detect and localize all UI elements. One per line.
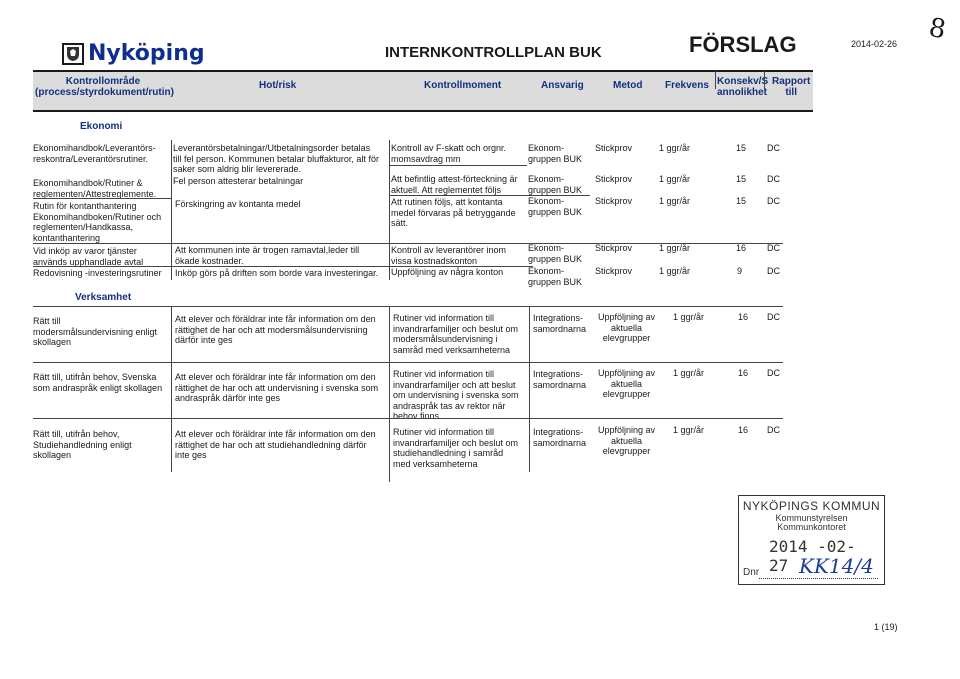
row-report: DC bbox=[767, 266, 780, 276]
row-responsible: Integrations- samordnarna bbox=[533, 313, 587, 334]
row-consequence: 15 bbox=[736, 196, 747, 206]
row-risk: Leverantörsbetalningar/Utbetalningsorder betalas till fel person. Kommunen betalar bluffakturor, alt för saker som aldrig blir levererade. bbox=[173, 143, 379, 174]
row-method: Stickprov bbox=[595, 243, 633, 253]
section-economy: Ekonomi bbox=[80, 121, 123, 132]
row-consequence: 16 bbox=[738, 368, 749, 378]
registration-stamp bbox=[738, 495, 885, 585]
row-area: Rätt till, utifrån behov, Svenska som andraspråk enligt skollagen bbox=[33, 372, 163, 393]
draft-label: FÖRSLAG bbox=[689, 32, 797, 57]
stamp-org: NYKÖPINGS KOMMUN bbox=[742, 499, 881, 513]
stamp-dnr-label: Dnr bbox=[743, 567, 760, 578]
logo bbox=[62, 41, 205, 66]
row-risk: Att elever och föräldrar inte får information om den rättighet de har och att undervisning i svenska som andraspråk därför inte ges bbox=[175, 372, 379, 403]
row-moment: Rutiner vid information till invandrarfamiljer och beslut om modersmålsundervisning i samråd med verksamheterna bbox=[393, 313, 519, 355]
column-moment: Kontrollmoment bbox=[424, 80, 502, 91]
row-report: DC bbox=[767, 425, 780, 435]
row-consequence: 16 bbox=[738, 312, 749, 322]
row-consequence: 9 bbox=[737, 266, 743, 276]
row-responsible: Ekonom- gruppen BUK bbox=[528, 174, 583, 195]
row-report: DC bbox=[767, 143, 780, 153]
handwritten-page-mark: 8 bbox=[926, 12, 949, 46]
row-method: Stickprov bbox=[595, 174, 633, 184]
column-risk: Hot/risk bbox=[259, 80, 297, 91]
row-report: DC bbox=[767, 312, 780, 322]
row-area: Rutin för kontanthantering Ekonomihandboken/Rutiner och reglementen/Handkassa, kontanthantering bbox=[33, 201, 162, 243]
row-report: DC bbox=[767, 196, 780, 206]
row-risk: Fel person attesterar betalningar bbox=[173, 176, 304, 186]
page-count: 1 (19) bbox=[874, 622, 898, 632]
row-method: Uppföljning av aktuella elevgrupper bbox=[598, 368, 656, 399]
column-responsible: Ansvarig bbox=[541, 80, 584, 91]
section-operations: Verksamhet bbox=[75, 292, 132, 303]
row-frequency: 1 ggr/år bbox=[659, 174, 691, 184]
row-responsible: Ekonom- gruppen BUK bbox=[528, 196, 583, 217]
row-method: Uppföljning av aktuella elevgrupper bbox=[598, 425, 656, 456]
row-risk: Inköp görs på driften som borde vara investeringar. bbox=[175, 268, 379, 278]
column-method: Metod bbox=[613, 80, 643, 91]
row-frequency: 1 ggr/år bbox=[659, 196, 691, 206]
row-moment: Rutiner vid information till invandrarfamiljer och att beslut om undervisning i svenska som andraspråk tas av rektor när behov finns bbox=[393, 369, 519, 421]
row-risk: Att elever och föräldrar inte får information om den rättighet de har och att modersmålsundervisning därför inte ges bbox=[175, 314, 376, 345]
row-area: Rätt till modersmålsundervisning enligt skollagen bbox=[33, 316, 158, 347]
column-report: Rapport till bbox=[772, 76, 811, 98]
row-responsible: Integrations- samordnarna bbox=[533, 427, 587, 448]
row-area: Ekonomihandbok/Rutiner & reglementen/Attestreglemente. bbox=[33, 178, 157, 199]
document-date: 2014-02-26 bbox=[851, 39, 898, 49]
row-moment: Uppföljning av några konton bbox=[391, 267, 504, 277]
row-frequency: 1 ggr/år bbox=[659, 143, 691, 153]
row-moment: Kontroll av leverantörer inom vissa kostnadskonton bbox=[391, 245, 507, 266]
row-frequency: 1 ggr/år bbox=[659, 243, 691, 253]
row-moment: Rutiner vid information till invandrarfamiljer och beslut om studiehandledning i samråd med verksamheterna bbox=[393, 427, 519, 469]
row-area: Rätt till, utifrån behov, Studiehandledning enligt skollagen bbox=[33, 429, 132, 460]
row-responsible: Ekonom- gruppen BUK bbox=[528, 143, 583, 164]
column-consequence: Konsekv/S annolikhet bbox=[717, 76, 769, 98]
stamp-dotted-line bbox=[759, 578, 878, 579]
stamp-dnr-value: KK14/4 bbox=[799, 554, 874, 578]
row-frequency: 1 ggr/år bbox=[673, 312, 705, 322]
row-area: Redovisning -investeringsrutiner bbox=[33, 268, 162, 278]
table-header bbox=[33, 70, 813, 112]
column-frequency: Frekvens bbox=[665, 80, 709, 91]
row-method: Uppföljning av aktuella elevgrupper bbox=[598, 312, 656, 343]
document-title: INTERNKONTROLLPLAN BUK bbox=[385, 44, 602, 61]
logo-text: Nyköping bbox=[88, 41, 205, 66]
row-frequency: 1 ggr/år bbox=[673, 368, 705, 378]
row-responsible: Ekonom- gruppen BUK bbox=[528, 266, 583, 287]
row-method: Stickprov bbox=[595, 143, 633, 153]
row-method: Stickprov bbox=[595, 266, 633, 276]
stamp-dept: Kommunstyrelsen bbox=[775, 513, 848, 523]
coat-of-arms-icon bbox=[62, 43, 84, 65]
row-area: Vid inköp av varor tjänster används upphandlade avtal bbox=[33, 246, 144, 267]
row-report: DC bbox=[767, 368, 780, 378]
row-moment: Att rutinen följs, att kontanta medel förvaras på betryggande sätt. bbox=[391, 197, 516, 228]
row-consequence: 15 bbox=[736, 174, 747, 184]
row-report: DC bbox=[767, 243, 780, 253]
stamp-office: Kommunkontoret bbox=[777, 522, 846, 532]
row-risk: Att kommunen inte är trogen ramavtal,leder till ökade kostnader. bbox=[175, 245, 360, 266]
row-responsible: Ekonom- gruppen BUK bbox=[528, 243, 583, 264]
row-consequence: 15 bbox=[736, 143, 747, 153]
row-report: DC bbox=[767, 174, 780, 184]
stamp-date: 2014 -02- 27 bbox=[769, 537, 856, 575]
column-area: Kontrollområde (process/styrdokument/rutin) bbox=[35, 76, 174, 98]
row-area: Ekonomihandbok/Leverantörs- reskontra/Leverantörsrutiner. bbox=[33, 143, 156, 164]
row-frequency: 1 ggr/år bbox=[659, 266, 691, 276]
row-frequency: 1 ggr/år bbox=[673, 425, 705, 435]
row-consequence: 16 bbox=[738, 425, 749, 435]
row-consequence: 16 bbox=[736, 243, 747, 253]
row-method: Stickprov bbox=[595, 196, 633, 206]
row-risk: Förskingring av kontanta medel bbox=[175, 199, 301, 209]
row-risk: Att elever och föräldrar inte får information om den rättighet de har och att studiehandledning därför inte ges bbox=[175, 429, 376, 460]
row-moment: Att befintlig attest-förteckning är aktuell. Att reglementet följs bbox=[391, 174, 518, 195]
row-responsible: Integrations- samordnarna bbox=[533, 369, 587, 390]
row-moment: Kontroll av F-skatt och orgnr. momsavdrag mm bbox=[391, 143, 507, 164]
